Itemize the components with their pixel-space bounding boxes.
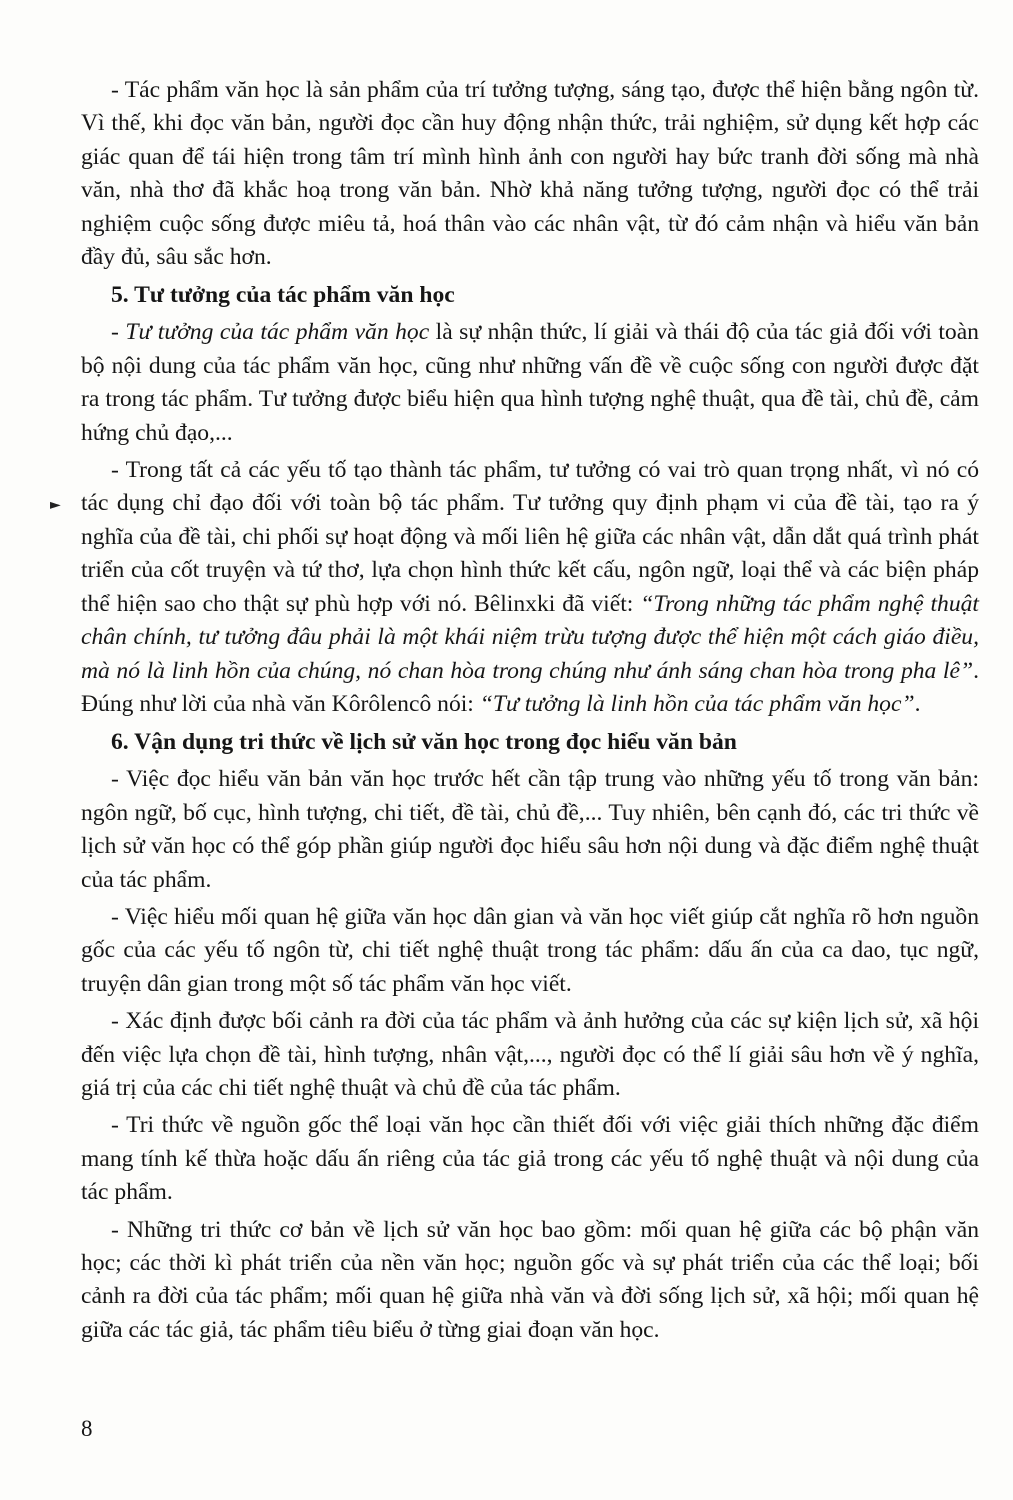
definition-text: là sự nhận thức, lí giải và thái độ của tác giả đối với toàn bộ nội dung của tác phẩm văn học, cũng như những vấn đề về cuộc sống con người được đặt ra trong tác phẩm. Tư tưởng được biểu hiện qua hình tượng nghệ thuật, qua đề tài, chủ đề, cảm hứng chủ đạo,... bbox=[81, 319, 979, 446]
paragraph-folk-literature: - Việc hiểu mối quan hệ giữa văn học dân gian và văn học viết giúp cắt nghĩa rõ hơn nguồn gốc của các yếu tố ngôn từ, chi tiết nghệ thuật trong tác phẩm: dấu ấn của ca dao, tục ngữ, truyện dân gian trong một số tác phẩm văn học viết. bbox=[81, 903, 979, 997]
role-mid: . Đúng như lời của nhà văn Kôrôlencô nói: bbox=[81, 657, 979, 717]
term-thought: Tư tưởng của tác phẩm văn học bbox=[125, 319, 430, 346]
paragraph-genre-origin: - Tri thức về nguồn gốc thể loại văn học cần thiết đối với việc giải thích những đặc điểm mang tính kế thừa hoặc dấu ấn riêng của tác giả trong các yếu tố nghệ thuật và nội dung của tác phẩm. bbox=[81, 1112, 979, 1206]
paragraph-reading-focus: - Việc đọc hiểu văn bản văn học trước hết cần tập trung vào những yếu tố trong văn bản: ngôn ngữ, bố cục, hình tượng, chi tiết, đề tài, chủ đề,... Tuy nhiên, bên cạnh đó, các tri thức về lịch sử văn học có thể góp phần giúp người đọc hiểu sâu hơn nội dung và đặc điểm nghệ thuật của tác phẩm. bbox=[81, 766, 979, 893]
role-end: . bbox=[914, 690, 921, 717]
paragraph-thought-definition bbox=[81, 316, 979, 450]
lead-dash: - bbox=[111, 319, 126, 346]
paragraph-context: - Xác định được bối cảnh ra đời của tác phẩm và ảnh hưởng của các sự kiện lịch sử, xã hội đến việc lựa chọn đề tài, hình tượng, nhân vật,..., người đọc có thể lí giải sâu hơn về ý nghĩa, giá trị của các chi tiết nghệ thuật và chủ đề của tác phẩm. bbox=[81, 1008, 979, 1101]
paragraph-thought-role bbox=[81, 454, 979, 721]
margin-bullet-mark: ► bbox=[50, 497, 61, 513]
role-text: - Trong tất cả các yếu tố tạo thành tác phẩm, tư tưởng có vai trò quan trọng nhất, vì nó có tác dụng chỉ đạo đối với toàn bộ tác phẩm. Tư tưởng quy định phạm vi của đề tài, tạo ra ý nghĩa của đề tài, chi phối sự hoạt động và mối liên hệ giữa các nhân vật, dẫn dắt quá trình phát triển của cốt truyện và tứ thơ, lựa chọn hình thức kết cấu, ngôn ngữ, loại thể và các biện pháp thể hiện sao cho thật sự phù hợp với nó. Bêlinxki đã viết: bbox=[81, 457, 979, 617]
quote-belinsky: “Trong những tác phẩm nghệ thuật chân chính, tư tưởng đâu phải là một khái niệm trừu tượng được thể hiện một cách giáo điều, mà nó là linh hồn của chúng, nó chan hòa trong chúng như ánh sáng chan hòa trong pha lê” bbox=[81, 590, 979, 684]
section-heading-5: 5. Tư tưởng của tác phẩm văn học bbox=[111, 282, 455, 309]
page-body bbox=[81, 74, 979, 1351]
quote-korolenko: “Tư tưởng là linh hồn của tác phẩm văn học” bbox=[479, 690, 915, 717]
section-heading-6: 6. Vận dụng tri thức về lịch sử văn học trong đọc hiểu văn bản bbox=[111, 729, 737, 756]
paragraph-basic-knowledge: - Những tri thức cơ bản về lịch sử văn học bao gồm: mối quan hệ giữa các bộ phận văn học; các thời kì phát triển của nền văn học; nguồn gốc và sự phát triển của các thể loại; bối cảnh ra đời của tác phẩm; mối quan hệ giữa nhà văn và đời sống lịch sử, xã hội; mối quan hệ giữa các tác giả, tác phẩm tiêu biểu ở từng giai đoạn văn học. bbox=[81, 1216, 979, 1343]
paragraph-imagination: - Tác phẩm văn học là sản phẩm của trí tưởng tượng, sáng tạo, được thể hiện bằng ngôn từ. Vì thế, khi đọc văn bản, người đọc cần huy động nhận thức, trải nghiệm, sử dụng kết hợp các giác quan để tái hiện trong tâm trí mình hình ảnh con người hay bức tranh đời sống mà nhà văn, nhà thơ đã khắc hoạ trong văn bản. Nhờ khả năng tưởng tượng, người đọc có thể trải nghiệm cuộc sống được miêu tả, hoá thân vào các nhân vật, từ đó cảm nhận và hiểu văn bản đầy đủ, sâu sắc hơn. bbox=[81, 77, 979, 271]
page-number: 8 bbox=[81, 1416, 93, 1441]
